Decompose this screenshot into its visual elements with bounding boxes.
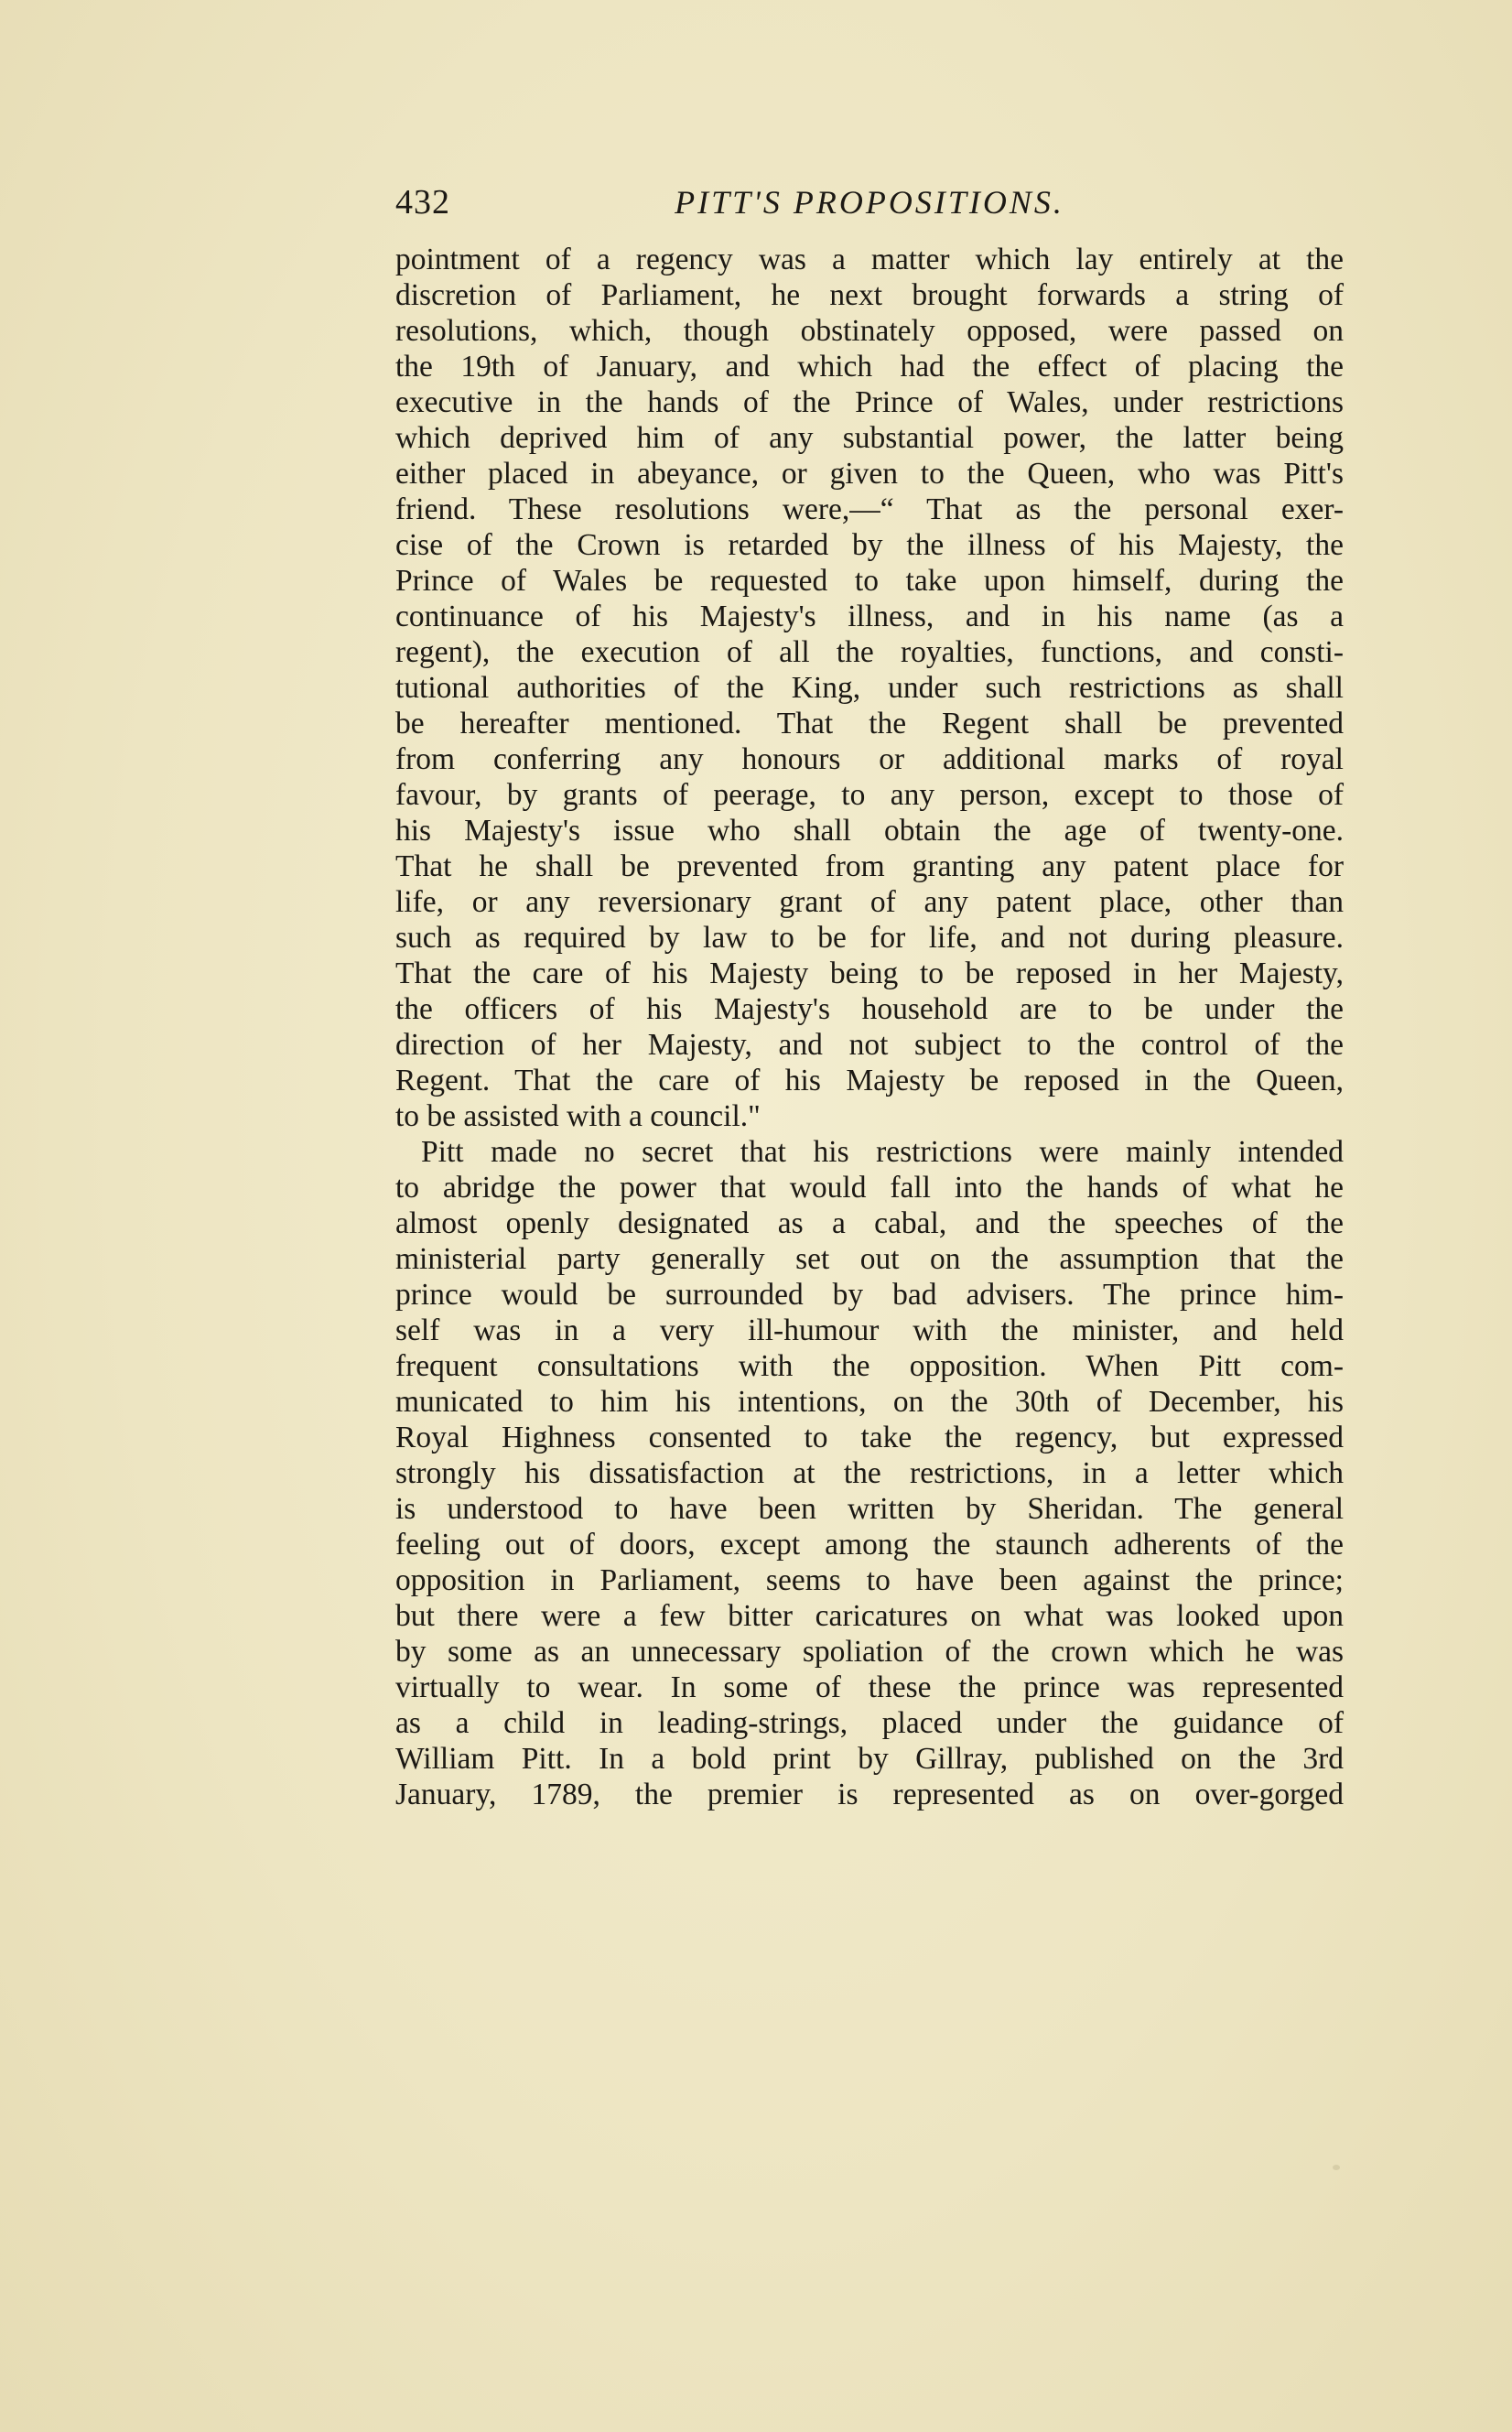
text-line: cise of the Crown is retarded by the illness of his Majesty, the [395, 528, 1344, 562]
text-line: feeling out of doors, except among the staunch adherents of the [395, 1528, 1344, 1562]
running-title: PITT'S PROPOSITIONS. [675, 184, 1064, 221]
text-line: prince would be surrounded by bad advisers. The prince him- [395, 1278, 1344, 1312]
text-line: opposition in Parliament, seems to have been against the prince; [395, 1563, 1344, 1597]
text-line: be hereafter mentioned. That the Regent shall be prevented [395, 707, 1344, 740]
text-line: strongly his dissatisfaction at the restrictions, in a letter which [395, 1456, 1344, 1490]
text-line: by some as an unnecessary spoliation of the crown which he was [395, 1635, 1344, 1669]
text-line: from conferring any honours or additional marks of royal [395, 742, 1344, 776]
text-line: life, or any reversionary grant of any patent place, other than [395, 885, 1344, 919]
text-line: regent), the execution of all the royalties, functions, and consti- [395, 635, 1344, 669]
text-line: self was in a very ill-humour with the minister, and held [395, 1313, 1344, 1347]
text-line: municated to him his intentions, on the 30th of December, his [395, 1385, 1344, 1419]
text-line: That he shall be prevented from granting any patent place for [395, 849, 1344, 883]
text-line: almost openly designated as a cabal, and the speeches of the [395, 1206, 1344, 1240]
paragraph [395, 242, 1344, 1134]
text-line: ministerial party generally set out on the assumption that the [395, 1242, 1344, 1276]
text-line: the officers of his Majesty's household are to be under the [395, 992, 1344, 1026]
text-line: continuance of his Majesty's illness, and in his name (as a [395, 600, 1344, 633]
text-line: Royal Highness consented to take the regency, but expressed [395, 1421, 1344, 1454]
page-number: 432 [395, 183, 450, 222]
text-line: discretion of Parliament, he next brought forwards a string of [395, 278, 1344, 312]
text-line: either placed in abeyance, or given to the Queen, who was Pitt's [395, 457, 1344, 491]
text-line: Pitt made no secret that his restrictions were mainly intended [421, 1135, 1344, 1169]
text-line: which deprived him of any substantial power, the latter being [395, 421, 1344, 455]
text-line: Regent. That the care of his Majesty be reposed in the Queen, [395, 1064, 1344, 1097]
paper-speck [1333, 2165, 1340, 2170]
text-line: executive in the hands of the Prince of Wales, under restrictions [395, 385, 1344, 419]
text-line: the 19th of January, and which had the effect of placing the [395, 350, 1344, 384]
text-line: virtually to wear. In some of these the prince was represented [395, 1670, 1344, 1704]
text-line: favour, by grants of peerage, to any person, except to those of [395, 778, 1344, 812]
text-line: frequent consultations with the opposition. When Pitt com- [395, 1349, 1344, 1383]
paragraph [395, 1134, 1344, 1812]
text-line: tutional authorities of the King, under such restrictions as shall [395, 671, 1344, 705]
text-line: friend. These resolutions were,—“ That as the personal exer- [395, 492, 1344, 526]
text-line: to be assisted with a council." [395, 1099, 761, 1133]
text-line: That the care of his Majesty being to be reposed in her Majesty, [395, 957, 1344, 990]
running-header [395, 179, 1344, 225]
text-line: direction of her Majesty, and not subject to the control of the [395, 1028, 1344, 1062]
text-line: is understood to have been written by Sheridan. The general [395, 1492, 1344, 1526]
text-line: his Majesty's issue who shall obtain the age of twenty-one. [395, 814, 1344, 848]
text-line: to abridge the power that would fall into the hands of what he [395, 1171, 1344, 1205]
text-line: resolutions, which, though obstinately opposed, were passed on [395, 314, 1344, 348]
text-line: Prince of Wales be requested to take upon himself, during the [395, 564, 1344, 598]
text-line: but there were a few bitter caricatures on what was looked upon [395, 1599, 1344, 1633]
text-line: William Pitt. In a bold print by Gillray, published on the 3rd [395, 1742, 1344, 1776]
body-text [395, 242, 1344, 1812]
text-line: such as required by law to be for life, and not during pleasure. [395, 921, 1344, 955]
text-line: as a child in leading-strings, placed under the guidance of [395, 1706, 1344, 1740]
text-line: January, 1789, the premier is represented as on over-gorged [395, 1778, 1344, 1811]
text-line: pointment of a regency was a matter which lay entirely at the [395, 243, 1344, 276]
